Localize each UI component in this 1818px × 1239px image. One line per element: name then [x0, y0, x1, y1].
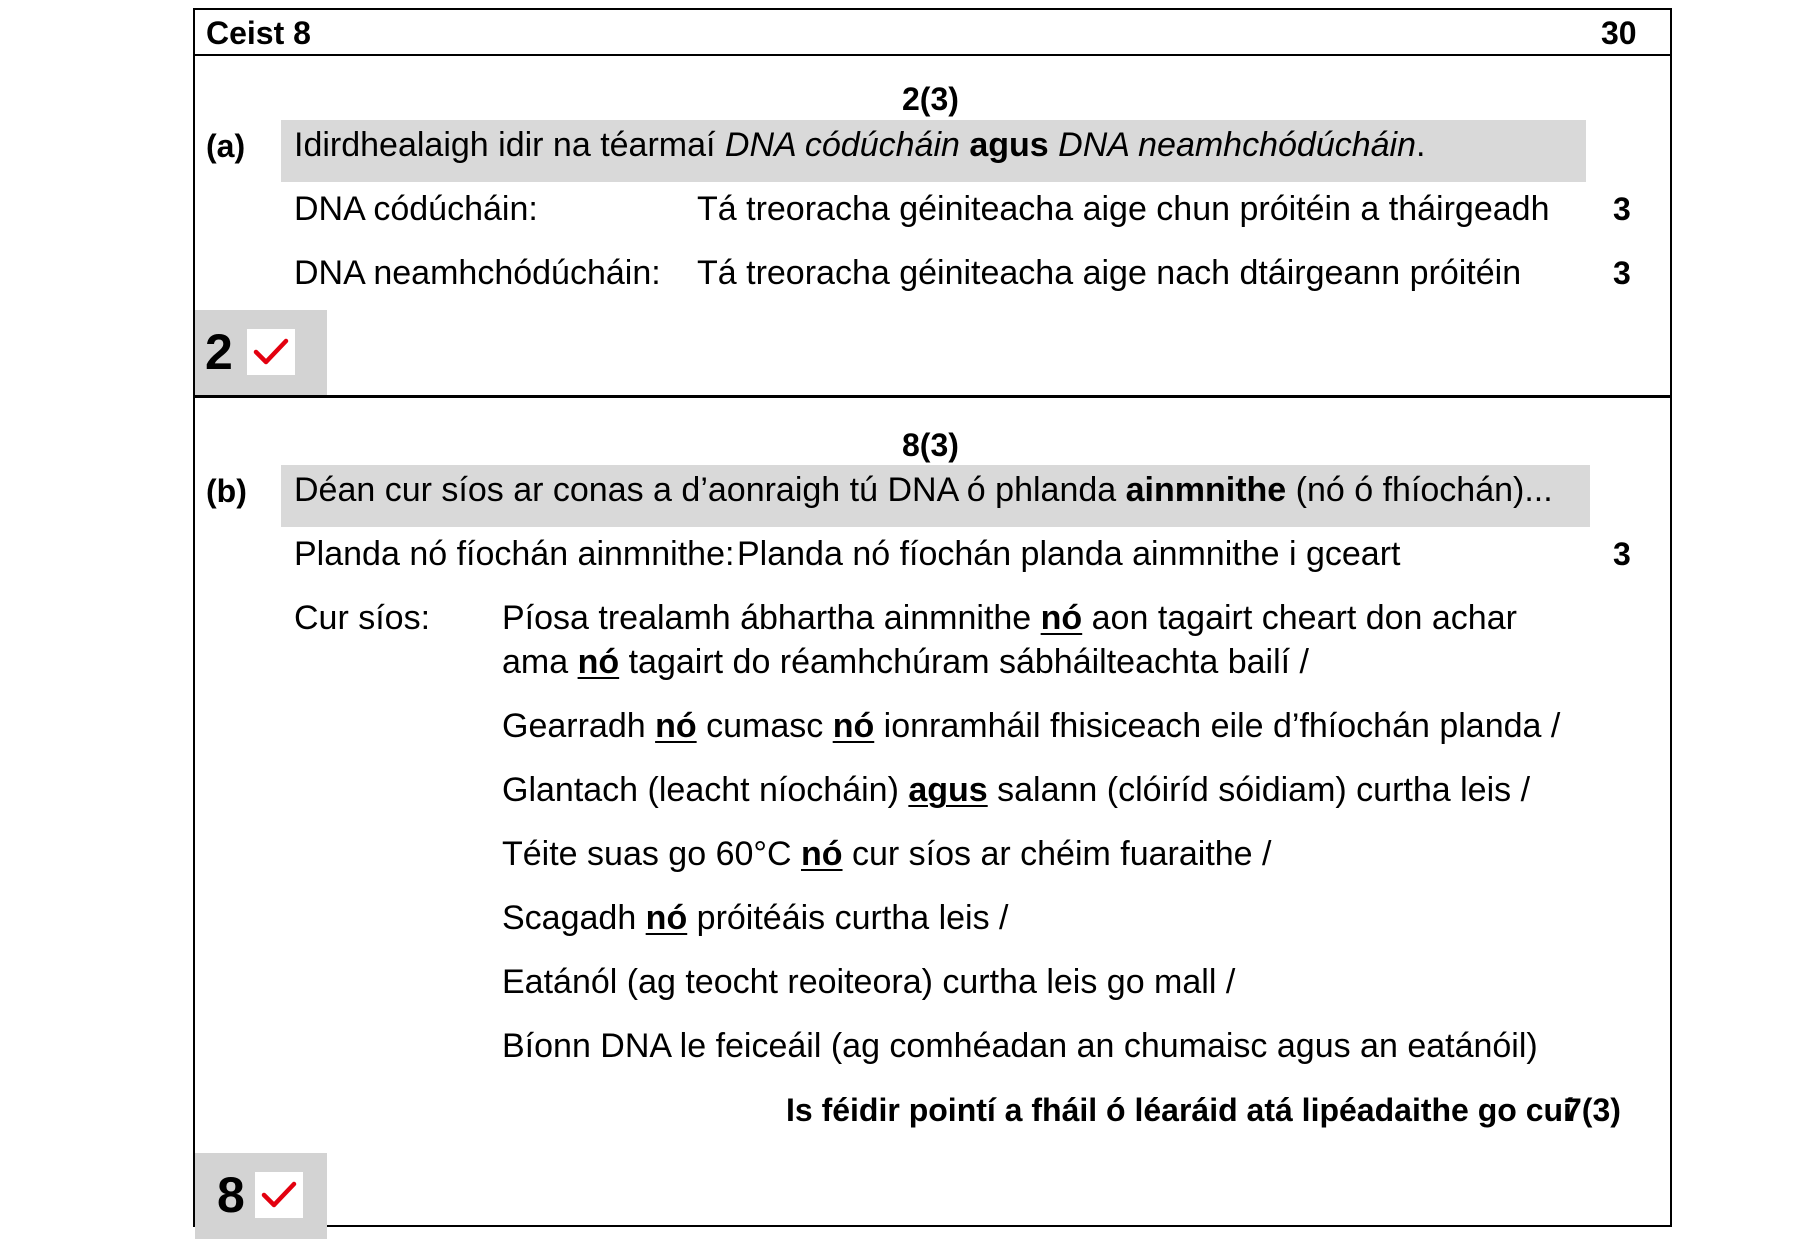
point-5-text-c: próitéáis curtha leis / — [687, 899, 1009, 937]
question-total: 30 — [1601, 15, 1637, 51]
part-b-score-box — [195, 1153, 327, 1239]
point-2 — [502, 706, 1560, 746]
point-3 — [502, 770, 1530, 810]
point-2-no-2: nó — [832, 707, 875, 745]
question-title: Ceist 8 — [206, 15, 311, 51]
part-b-plant-marks: 3 — [1613, 536, 1631, 572]
part-b-score: 8 — [217, 1167, 245, 1223]
part-a-row-1-term: DNA códúcháin: — [294, 190, 538, 228]
point-2-no-1: nó — [655, 707, 697, 745]
part-a-question — [294, 125, 1425, 165]
part-a-score: 2 — [205, 324, 233, 380]
part-b-label: (b) — [206, 473, 247, 509]
point-1-no-1: nó — [1040, 599, 1083, 637]
point-1-line-1 — [502, 598, 1517, 638]
part-a-term-coding: DNA códúcháin — [724, 126, 960, 164]
point-2-text-c: cumasc — [696, 707, 833, 745]
section-divider — [195, 395, 1670, 398]
point-2-text-e: ionramháil fhisiceach eile d’fhíochán planda / — [874, 707, 1561, 745]
part-b-plant-answer: Planda nó fíochán planda ainmnithe i gceart — [737, 535, 1401, 573]
point-3-text-a: Glantach (leacht níocháin) — [502, 771, 909, 809]
point-5-no: nó — [645, 899, 688, 937]
part-b-marks: 8(3) — [902, 427, 959, 463]
part-a-question-end: . — [1416, 126, 1426, 164]
check-icon — [255, 1172, 303, 1218]
part-a-question-text-1: Idirdhealaigh idir na téarmaí — [294, 126, 725, 164]
point-1-no-2: nó — [577, 643, 620, 681]
part-b-desc-label: Cur síos: — [294, 599, 431, 637]
point-4 — [502, 834, 1271, 874]
part-a-row-2-answer: Tá treoracha géiniteacha aige nach dtáirgeann próitéin — [697, 254, 1522, 292]
header-divider — [195, 54, 1670, 56]
point-1-text-d: ama — [502, 643, 578, 681]
point-7: Bíonn DNA le feiceáil (ag comhéadan an chumaisc agus an eatánóil) — [502, 1027, 1538, 1065]
point-3-agus: agus — [908, 771, 988, 809]
part-a-row-1-answer: Tá treoracha géiniteacha aige chun próitéin a tháirgeadh — [697, 190, 1550, 228]
point-3-text-c: salann (clóiríd sóidiam) curtha leis / — [987, 771, 1531, 809]
part-a-label: (a) — [206, 128, 246, 164]
diagram-note: Is féidir pointí a fháil ó léaráid atá lipéadaithe go cuí — [786, 1092, 1572, 1128]
part-a-score-box — [195, 310, 327, 395]
point-4-text-c: cur síos ar chéim fuaraithe / — [842, 835, 1272, 873]
part-a-term-noncoding: DNA neamhchódúcháin — [1058, 126, 1417, 164]
point-5 — [502, 898, 1008, 938]
point-1-text-f: tagairt do réamhchúram sábháilteachta bailí / — [619, 643, 1309, 681]
diagram-note-marks: 7(3) — [1564, 1092, 1621, 1128]
point-2-text-a: Gearradh — [502, 707, 656, 745]
part-b-ainmnithe: ainmnithe — [1125, 471, 1287, 509]
check-icon — [247, 329, 295, 375]
point-4-no: nó — [800, 835, 843, 873]
part-a-marks: 2(3) — [902, 81, 959, 117]
part-b-question-end: (nó ó fhíochán)... — [1286, 471, 1553, 509]
part-a-row-1-marks: 3 — [1613, 191, 1631, 227]
part-a-row-2-term: DNA neamhchódúcháin: — [294, 254, 661, 292]
point-1-text-c: aon tagairt cheart don achar — [1082, 599, 1517, 637]
point-6: Eatánól (ag teocht reoiteora) curtha leis go mall / — [502, 963, 1236, 1001]
part-b-question — [294, 470, 1553, 510]
point-1-text-a: Píosa trealamh ábhartha ainmnithe — [502, 599, 1041, 637]
part-a-row-2-marks: 3 — [1613, 255, 1631, 291]
point-1-line-2 — [502, 642, 1309, 682]
part-a-agus: agus — [959, 126, 1059, 164]
part-b-plant-term: Planda nó fíochán ainmnithe: — [294, 535, 735, 573]
part-b-question-text-1: Déan cur síos ar conas a d’aonraigh tú DNA ó phlanda — [294, 471, 1126, 509]
marking-scheme-frame — [193, 8, 1672, 1227]
point-5-text-a: Scagadh — [502, 899, 646, 937]
point-4-text-a: Téite suas go 60°C — [502, 835, 801, 873]
